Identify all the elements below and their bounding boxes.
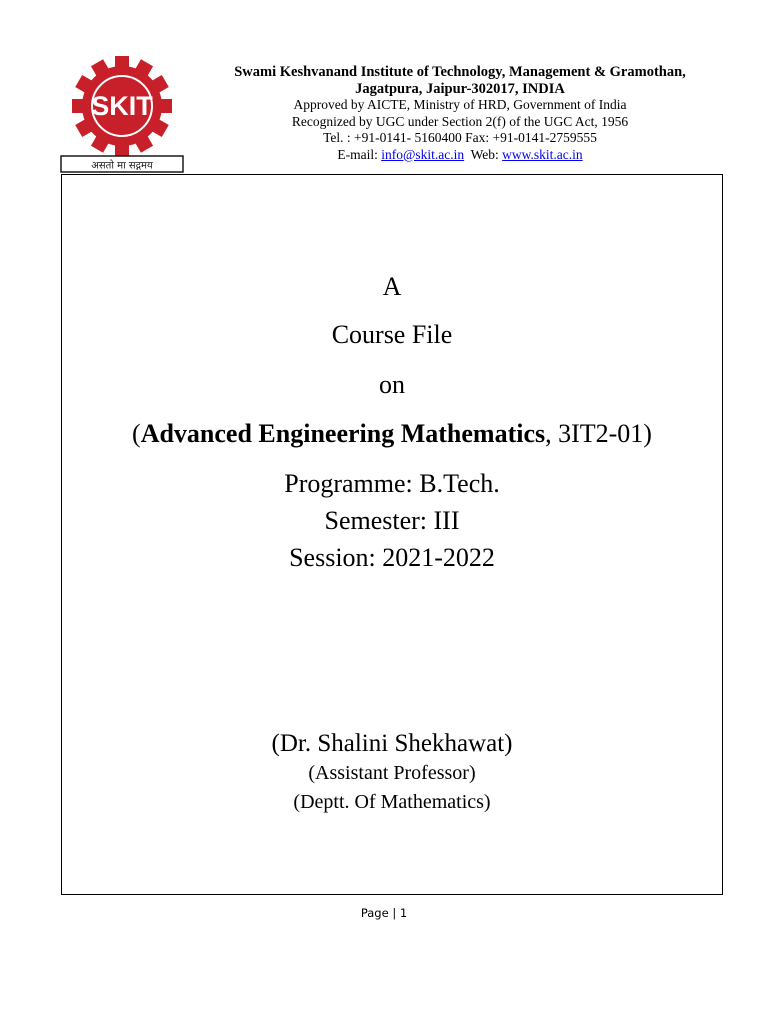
author-department: (Deptt. Of Mathematics) bbox=[293, 791, 491, 813]
email-link[interactable]: info@skit.ac.in bbox=[381, 146, 465, 162]
semester: Semester: III bbox=[324, 506, 460, 535]
recognition-line: Recognized by UGC under Section 2(f) of the UGC Act, 1956 bbox=[291, 113, 629, 129]
contact-phone-line: Tel. : +91-0141- 5160400 Fax: +91-0141-2759555 bbox=[323, 130, 597, 145]
page-number: Page | 1 bbox=[360, 906, 408, 920]
institute-name: Swami Keshvanand Institute of Technology, Management & Gramothan, bbox=[234, 64, 686, 80]
email-label: E-mail: bbox=[337, 146, 382, 162]
programme: Programme: B.Tech. bbox=[284, 469, 500, 498]
cover-title: Course File bbox=[331, 320, 453, 349]
course-name: Advanced Engineering Mathematics bbox=[140, 419, 546, 448]
author-name: (Dr. Shalini Shekhawat) bbox=[271, 730, 513, 757]
course-open-paren: ( bbox=[132, 419, 141, 448]
cover-article: A bbox=[382, 272, 402, 301]
cover-on: on bbox=[379, 370, 405, 399]
letterhead bbox=[190, 64, 730, 163]
logo-motto: असतो मा सद्गमय bbox=[91, 160, 153, 172]
logo-text: SKIT bbox=[91, 91, 153, 121]
contact-web-line bbox=[190, 147, 730, 164]
website-link[interactable]: www.skit.ac.in bbox=[502, 146, 583, 162]
course-code: , 3IT2-01) bbox=[545, 419, 652, 448]
session: Session: 2021-2022 bbox=[289, 543, 495, 572]
approval-line: Approved by AICTE, Ministry of HRD, Government of India bbox=[293, 97, 627, 112]
author-designation: (Assistant Professor) bbox=[308, 762, 476, 784]
institute-address: Jagatpura, Jaipur-302017, INDIA bbox=[355, 80, 565, 97]
skit-logo-icon bbox=[60, 56, 184, 174]
course-line bbox=[61, 419, 723, 449]
institute-logo bbox=[60, 56, 184, 174]
web-label: Web: bbox=[470, 146, 503, 162]
